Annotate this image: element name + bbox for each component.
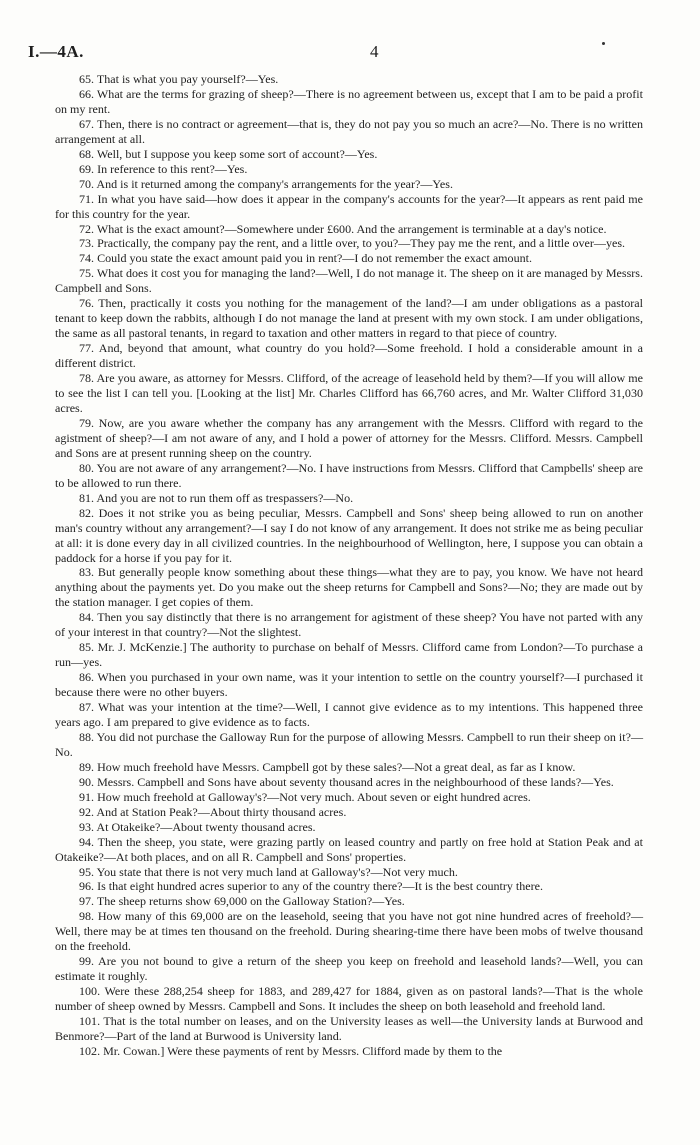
paragraph-90: 90. Messrs. Campbell and Sons have about seventy thousand acres in the neighbourhood of these lands?—Yes. — [79, 774, 614, 789]
paragraph-89: 89. How much freehold have Messrs. Campbell got by these sales?—Not a great deal, as far as I know. — [79, 759, 576, 774]
paragraph-96: 96. Is that eight hundred acres superior to any of the country there?—It is the best country there. — [79, 879, 543, 894]
paragraph-65: 65. That is what you pay yourself?—Yes. — [79, 72, 279, 86]
paragraph-99: 99. Are you not bound to give a return of the sheep you keep on freehold and leasehold lands?—Well, you can estimate it roughly. — [55, 954, 643, 984]
paragraph-82: 82. Does it not strike you as being peculiar, Messrs. Campbell and Sons' sheep being allowed to run on another man's country without any arrangement?—I say I do not know of any arrangement. It does not strike me as being peculiar at all: it is done every day in all civilized countries. In the neighbourhood of Wellington, here, I suppose you can obtain a paddock for a horse if you pay for it. — [55, 505, 643, 565]
paragraph-98: 98. How many of this 69,000 are on the leasehold, seeing that you have not got nine hundred acres of freehold?—Well, there may be at times ten thousand on the freehold. During shearing-time there have been mobs of twelve thousand on the freehold. — [55, 909, 643, 954]
paragraph-74: 74. Could you state the exact amount paid you in rent?—I do not remember the exact amount. — [79, 251, 532, 266]
paragraph-75: 75. What does it cost you for managing the land?—Well, I do not manage it. The sheep on it are managed by Messrs. Campbell and Sons. — [55, 266, 643, 296]
paragraph-95: 95. You state that there is not very much land at Galloway's?—Not very much. — [79, 864, 458, 879]
paragraph-70: 70. And is it returned among the company's arrangements for the year?—Yes. — [79, 176, 453, 191]
paragraph-94: 94. Then the sheep, you state, were grazing partly on leased country and partly on free hold at Station Peak and at Otakeike?—At both places, and on all R. Campbell and Sons' properties. — [55, 834, 643, 864]
page-reference: I.—4A. — [28, 42, 84, 61]
paragraph-97: 97. The sheep returns show 69,000 on the Galloway Station?—Yes. — [79, 894, 405, 909]
paragraph-79: 79. Now, are you aware whether the company has any arrangement with the Messrs. Clifford with regard to the agistment of sheep?—I am not aware of any, and I hold a power of attorney for the Messrs. Clifford. Messrs. Campbell and Sons are at present running sheep on the country. — [55, 415, 643, 460]
evidence-transcript — [55, 72, 643, 1059]
page-number: 4 — [370, 42, 379, 61]
paragraph-100: 100. Were these 288,254 sheep for 1883, and 289,427 for 1884, given as on pastoral lands?—That is the whole number of sheep owned by Messrs. Campbell and Sons. It includes the sheep on both leasehold and freehold land. — [55, 984, 643, 1014]
paragraph-83: 83. But generally people know something about these things—what they are to pay, you know. We have not heard anything about the payments yet. Do you make out the sheep returns for Campbell and Sons?—No; they are made out by the station manager. I get copies of them. — [55, 565, 643, 610]
paragraph-67: 67. Then, there is no contract or agreement—that is, they do not pay you so much an acre?—No. There is no written arrangement at all. — [55, 116, 643, 146]
paragraph-101: 101. That is the total number on leases, and on the University leases as well—the University lands at Burwood and Benmore?—Part of the land at Burwood is University land. — [55, 1014, 643, 1043]
paragraph-93: 93. At Otakeike?—About twenty thousand acres. — [79, 819, 316, 834]
paragraph-87: 87. What was your intention at the time?—Well, I cannot give evidence as to my intentions. This happened three years ago. I am prepared to give evidence as to facts. — [55, 700, 643, 729]
paragraph-72: 72. What is the exact amount?—Somewhere under £600. And the arrangement is terminable at a day's notice. — [79, 221, 607, 236]
paragraph-66: 66. What are the terms for grazing of sheep?—There is no agreement between us, except that I am to be paid a profit on my rent. — [55, 86, 643, 116]
paragraph-71: 71. In what you have said—how does it appear in the company's accounts for the year?—It appears as rent paid me for this country for the year. — [55, 191, 643, 221]
paragraph-86: 86. When you purchased in your own name, was it your intention to settle on the country yourself?—I purchased it because there were no other buyers. — [55, 670, 643, 700]
paragraph-92: 92. And at Station Peak?—About thirty thousand acres. — [79, 804, 347, 819]
paragraph-68: 68. Well, but I suppose you keep some sort of account?—Yes. — [79, 146, 378, 161]
paragraph-77: 77. And, beyond that amount, what country do you hold?—Some freehold. I hold a considerable amount in a different district. — [55, 341, 643, 371]
paragraph-91: 91. How much freehold at Galloway's?—Not very much. About seven or eight hundred acres. — [79, 789, 531, 804]
paragraph-84: 84. Then you say distinctly that there is no arrangement for agistment of these sheep? You have not parted with any of your interest in that country?—Not the slightest. — [55, 610, 643, 640]
paragraph-78: 78. Are you aware, as attorney for Messrs. Clifford, of the acreage of leasehold held by them?—If you will allow me to see the list I can tell you. [Looking at the list] Mr. Charles Clifford has 66,760 acres, and Mr. Walter Clifford 31,030 acres. — [55, 371, 643, 415]
page-header — [28, 42, 672, 64]
paragraph-80: 80. You are not aware of any arrangement?—No. I have instructions from Messrs. Clifford that Campbells' sheep are to be allowed to run there. — [55, 460, 643, 490]
print-mark — [602, 42, 605, 45]
paragraph-85: 85. Mr. J. McKenzie.] The authority to purchase on behalf of Messrs. Clifford came from London?—To purchase a run—yes. — [55, 640, 643, 670]
paragraph-69: 69. In reference to this rent?—Yes. — [79, 161, 248, 176]
paragraph-81: 81. And you are not to run them off as trespassers?—No. — [79, 490, 354, 505]
paragraph-102: 102. Mr. Cowan.] Were these payments of rent by Messrs. Clifford made by them to the — [79, 1043, 503, 1058]
paragraph-73: 73. Practically, the company pay the rent, and a little over, to you?—They pay me the rent, and a little over—yes. — [79, 236, 626, 251]
paragraph-76: 76. Then, practically it costs you nothing for the management of the land?—I am under obligations as a pastoral tenant to keep down the rabbits, although I do not manage the land at present with my own stock. I am under obligations, the same as all pastoral tenants, in regard to taxation and other matters in regard to that piece of country. — [55, 296, 643, 341]
paragraph-88: 88. You did not purchase the Galloway Run for the purpose of allowing Messrs. Campbell to run their sheep on it?—No. — [55, 729, 643, 759]
